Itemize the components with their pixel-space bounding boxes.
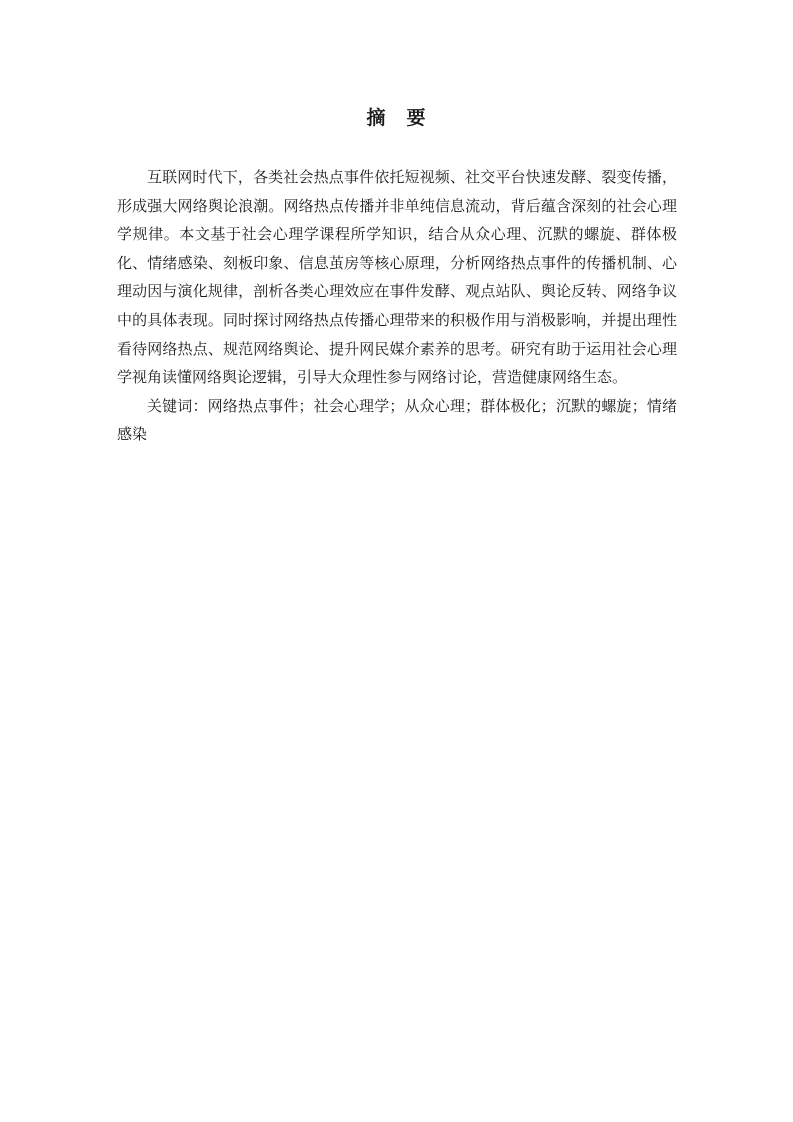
abstract-title-part2: 要: [406, 107, 427, 129]
keywords-paragraph: [117, 392, 677, 449]
keywords-list: 网络热点事件；社会心理学；从众心理；群体极化；沉默的螺旋；情绪感染: [117, 396, 677, 444]
abstract-title: [0, 104, 793, 132]
keywords-label: 关键词：: [147, 396, 208, 415]
abstract-body: 互联网时代下，各类社会热点事件依托短视频、社交平台快速发酵、裂变传播，形成强大网络舆论浪潮。网络热点传播并非单纯信息流动，背后蕴含深刻的社会心理学规律。本文基于社会心理学课程所学知识，结合从众心理、沉默的螺旋、群体极化、情绪感染、刻板印象、信息茧房等核心原理，分析网络热点事件的传播机制、心理动因与演化规律，剖析各类心理效应在事件发酵、观点站队、舆论反转、网络争议中的具体表现。同时探讨网络热点传播心理带来的积极作用与消极影响，并提出理性看待网络热点、规范网络舆论、提升网民媒介素养的思考。研究有助于运用社会心理学视角读懂网络舆论逻辑，引导大众理性参与网络讨论，营造健康网络生态。: [117, 168, 677, 387]
abstract-content: [117, 163, 677, 449]
abstract-title-part1: 摘: [366, 107, 387, 129]
